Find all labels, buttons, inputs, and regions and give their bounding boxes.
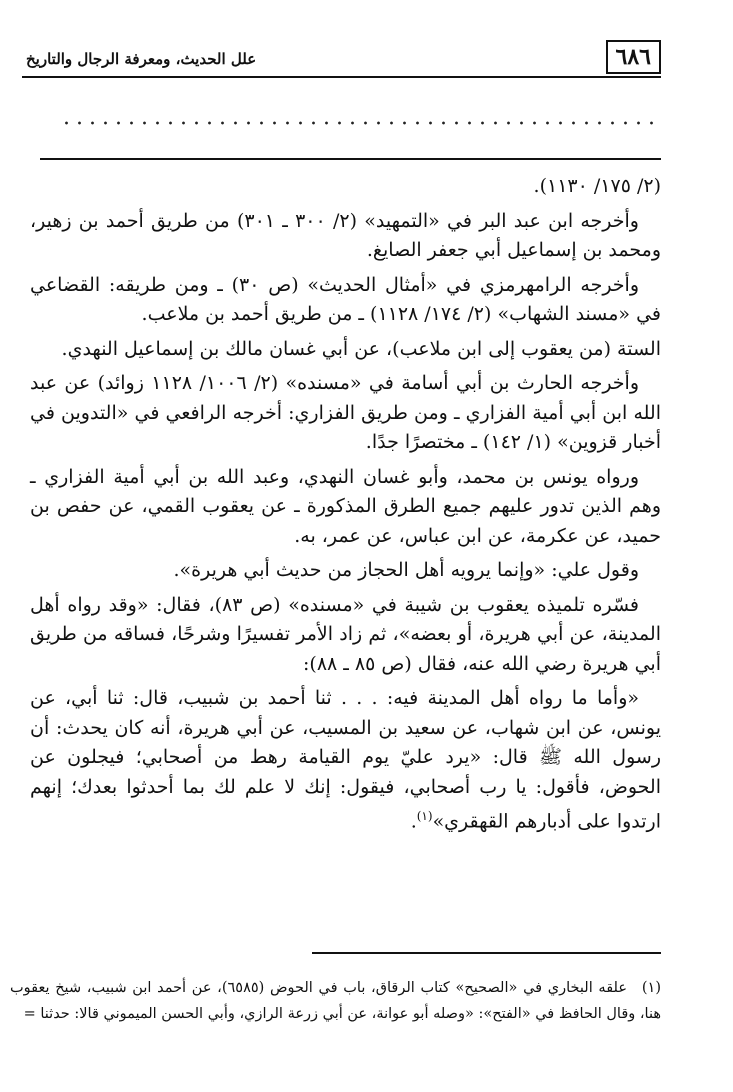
quote-text: «وأما ما رواه أهل المدينة فيه: . . . ثنا أحمد بن شبيب، قال: ثنا أبي، عن يونس، عن ابن شهاب، عن سعيد بن المسيب، عن أبي هريرة، أنه كان يحدث: أن رسول الله ﷺ قال: «يرد عليّ يوم القيامة رهط من أصحابي؛ فيجلون عن الحوض، فأقول: يا رب أصحابي، فيقول: إنك لا علم لك بما أحدثوا بعدك؛ إنهم ارتدوا على أدبارهم القهقري» [30, 687, 662, 833]
paragraph: وقول علي: «وإنما يرويه أهل الحجاز من حديث أبي هريرة». [173, 559, 639, 581]
dotted-separator [60, 118, 661, 128]
paragraph: فسّره تلميذه يعقوب بن شيبة في «مسنده» (ص ٨٣)، فقال: «وقد رواه أهل المدينة، عن أبي هريرة، أو بعضه»، ثم زاد الأمر تفسيرًا وشرحًا، فساقه من طريق أبي هريرة رضي الله عنه، فقال (ص ٨٥ ـ ٨٨): [30, 593, 661, 675]
paragraph: وأخرجه ابن عبد البر في «التمهيد» (٢/ ٣٠٠ ـ ٣٠١) من طريق أحمد بن زهير، ومحمد بن إسماعيل أبي جعفر الصايغ. [30, 209, 661, 261]
page-number: ٦٨٦ [606, 40, 661, 74]
quote-paragraph [30, 684, 661, 837]
footnote-text: علقه البخاري في «الصحيح» كتاب الرقاق، باب في الحوض (٦٥٨٥)، عن أحمد ابن شبيب، شيخ يعقوب هنا، وقال الحافظ في «الفتح»: «وصله أبو عوانة، عن أبي زرعة الرازي، وأبي الحسن الميموني قالا: حدثنا = [10, 980, 661, 1022]
running-title: علل الحديث، ومعرفة الرجال والتاريخ [26, 50, 257, 68]
header-rule [22, 76, 661, 78]
footnote [10, 975, 661, 1027]
paragraph: ورواه يونس بن محمد، وأبو غسان النهدي، وعبد الله بن أبي أمية الفزاري ـ وهم الذين تدور عليهم جميع الطرق المذكورة ـ عن يعقوب القمي، عن حفص بن حميد، عن عكرمة، عن ابن عباس، عن عمر، به. [30, 465, 661, 547]
top-rule [40, 158, 661, 160]
body-text [30, 172, 661, 842]
quote-end: . [410, 810, 417, 833]
footnote-marker[interactable]: (١) [416, 809, 433, 823]
paragraph: وأخرجه الحارث بن أبي أسامة في «مسنده» (٢/ ١٠٠٦/ ١١٢٨ زوائد) عن عبد الله ابن أبي أمية الفزاري ـ ومن طريق الفزاري: أخرجه الرافعي في «التدوين في أخبار قزوين» (١/ ١٤٢) ـ مختصرًا جدًا. [30, 372, 661, 453]
footnote-number: (١) [641, 980, 661, 996]
footnote-rule [312, 952, 661, 954]
paragraph: وأخرجه الرامهرمزي في «أمثال الحديث» (ص ٣٠) ـ ومن طريقه: القضاعي في «مسند الشهاب» (٢/ ١٧٤/ ١١٢٨) ـ من طريق أحمد بن ملاعب. [30, 273, 661, 325]
paragraph: (٢/ ١٧٥/ ١١٣٠). [533, 175, 661, 197]
paragraph: الستة (من يعقوب إلى ابن ملاعب)، عن أبي غسان مالك بن إسماعيل النهدي. [61, 337, 661, 360]
